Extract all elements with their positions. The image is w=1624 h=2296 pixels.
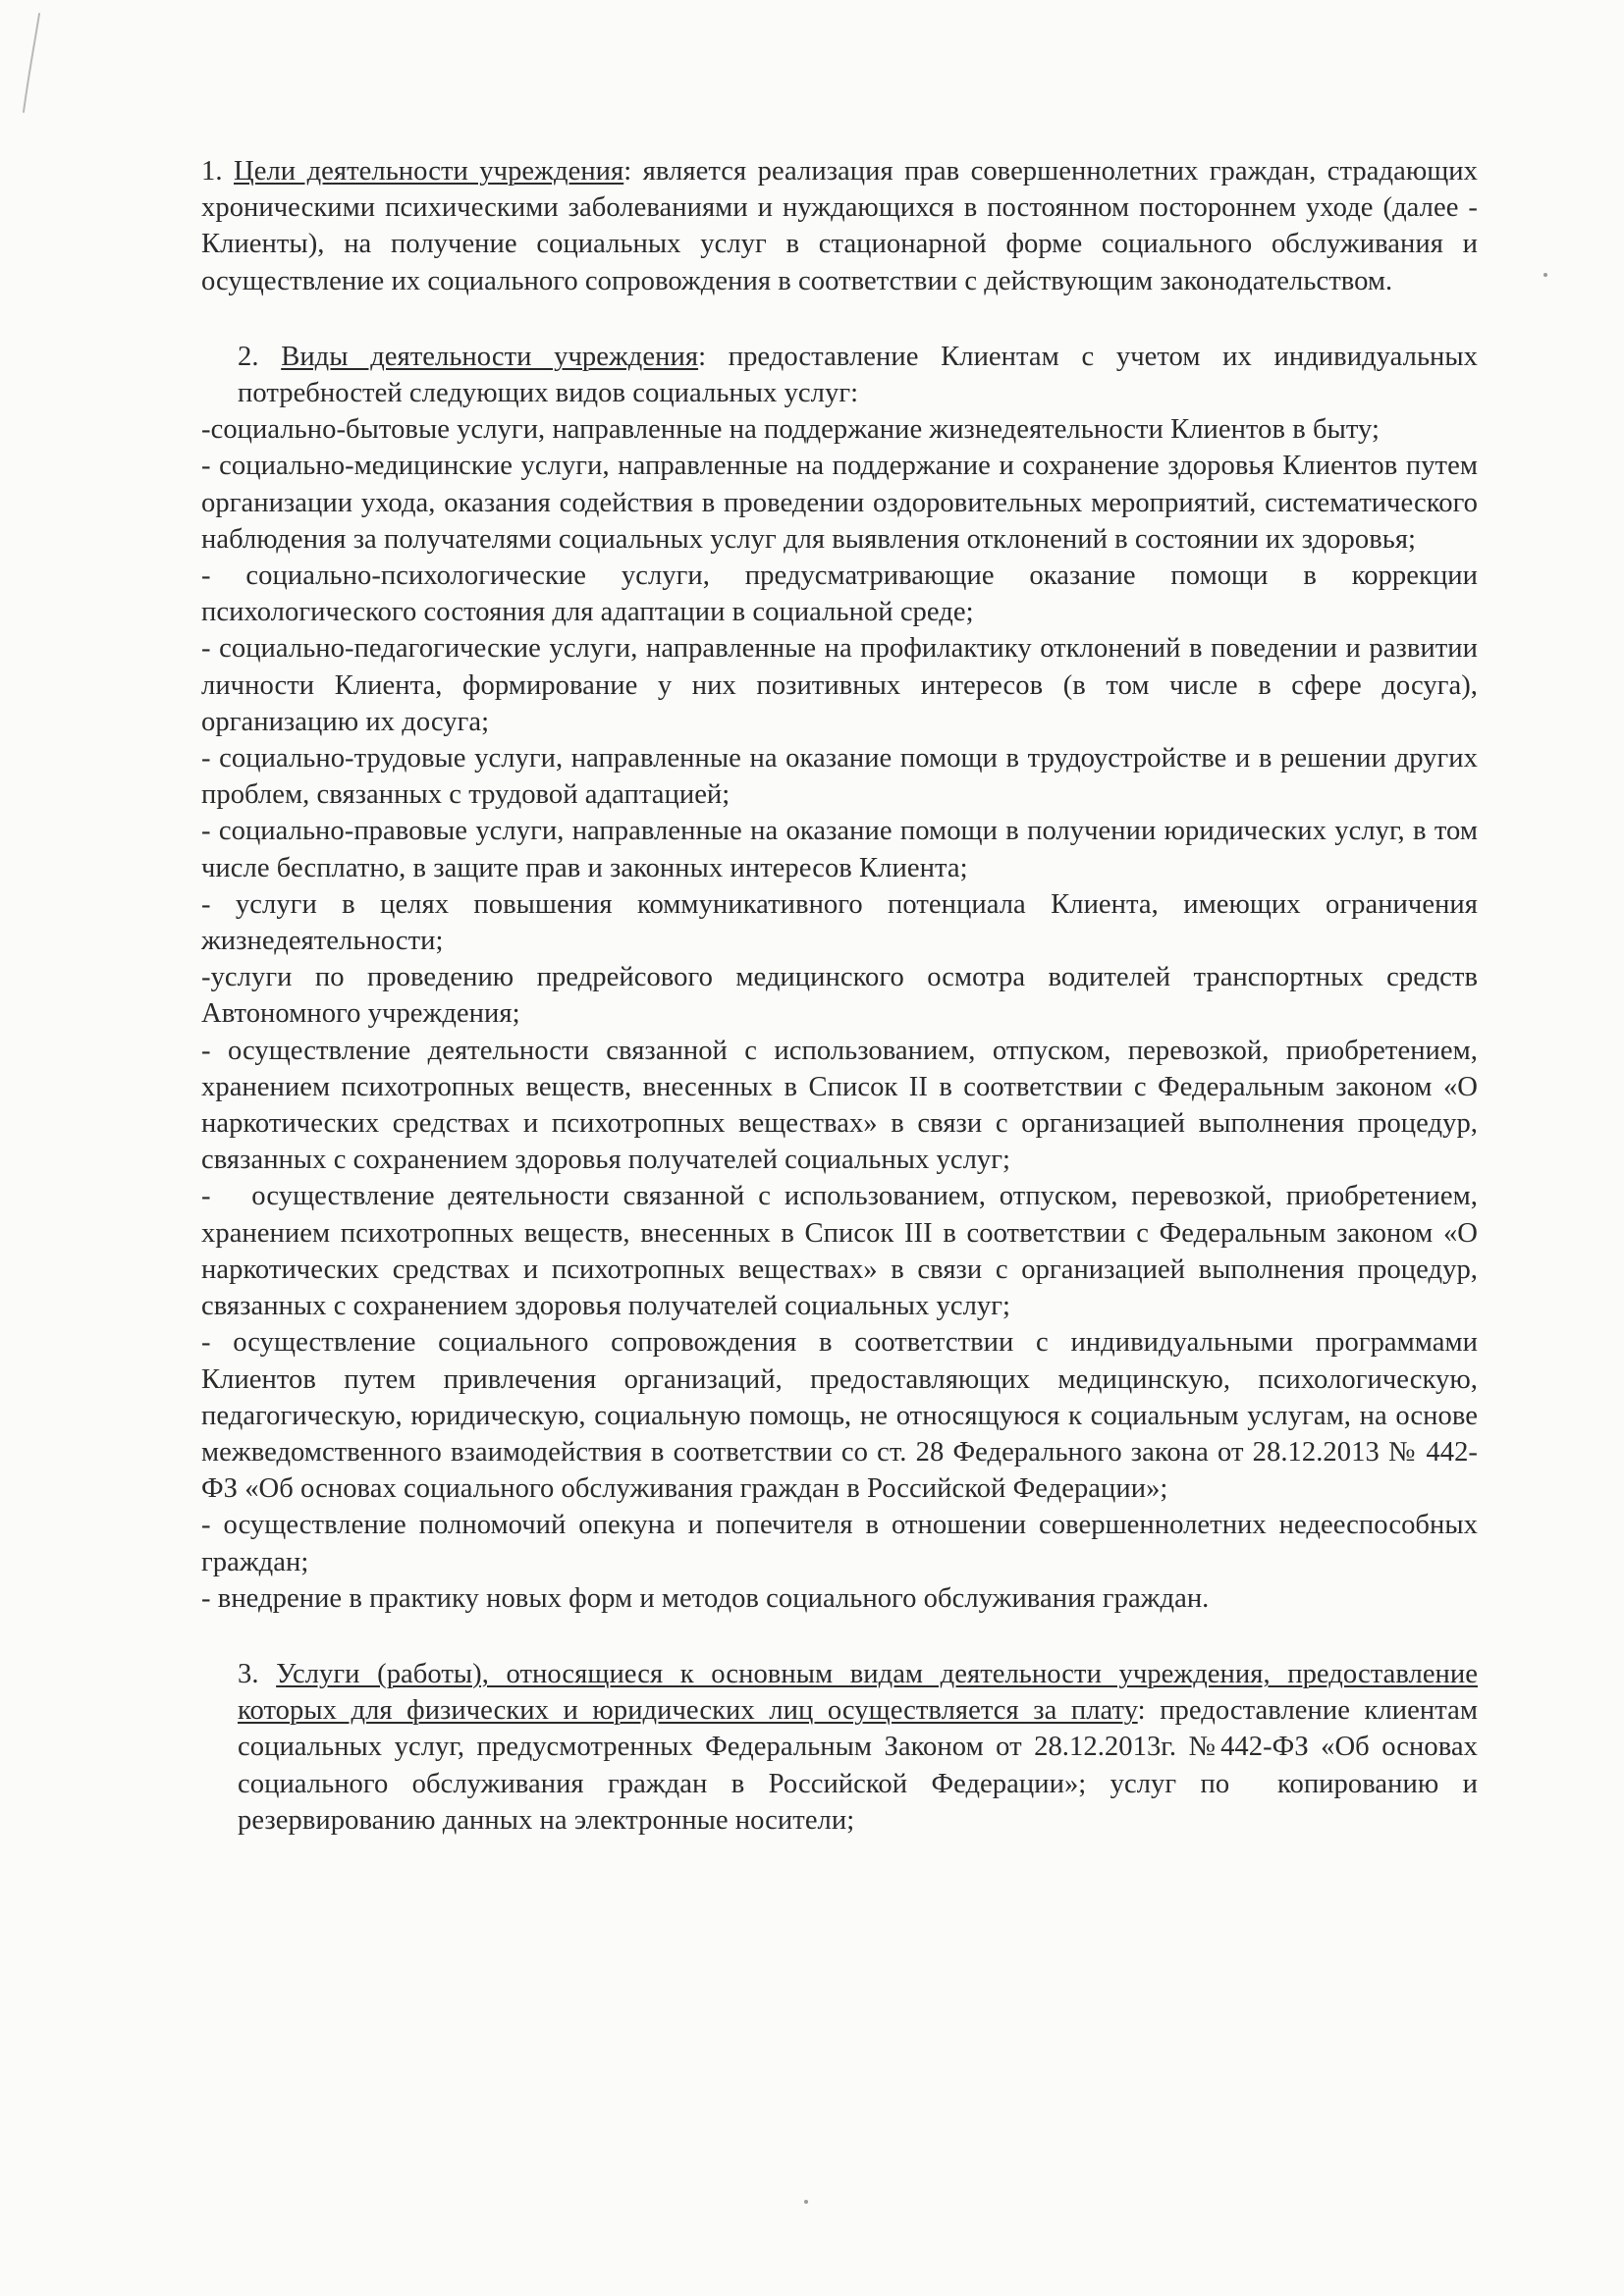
list-item: - осуществление полномочий опекуна и попечителя в отношении совершеннолетних недееспособных граждан; (201, 1510, 1478, 1577)
section-number: 1. (201, 156, 223, 187)
section-number: 3. (238, 1658, 259, 1689)
list-item: - внедрение в практику новых форм и методов социального обслуживания граждан. (201, 1582, 1210, 1614)
section-text: : предоставление Клиентам с учетом их индивидуальных потребностей следующих видов социальных услуг: (238, 341, 1478, 409)
section-3 (201, 1656, 1486, 1839)
scan-artifact-dot (1543, 273, 1547, 277)
list-item: - осуществление деятельности связанной с использованием, отпуском, перевозкой, приобретением, хранением психотропных веществ, внесенных в Список III в соответствии с Федеральным законом «О наркотических средствах и психотропных веществах» в связи с организацией выполнения процедур, связанных с сохранением здоровья получателей социальных услуг; (201, 1181, 1486, 1322)
section-heading: Цели деятельности учреждения (234, 156, 624, 187)
section-text: : является реализация прав совершеннолетних граждан, страдающих хроническими психическими заболеваниями и нуждающихся в постоянном постороннем уходе (далее - Клиенты), на получение социальных услуг в стационарной форме социального обслуживания и осуществление их социального сопровождения в соответствии с действующим законодательством. (201, 156, 1479, 296)
section-heading: Виды деятельности учреждения (281, 341, 699, 372)
list-item: - социально-психологические услуги, предусматривающие оказание помощи в коррекции психологического состояния для адаптации в социальной среде; (201, 561, 1478, 628)
document-page (201, 153, 1486, 1839)
scan-artifact-dot (804, 2200, 808, 2204)
list-item: -услуги по проведению предрейсового медицинского осмотра водителей транспортных средств Автономного учреждения; (201, 962, 1478, 1030)
list-item: - услуги в целях повышения коммуникативного потенциала Клиента, имеющих ограничения жизнедеятельности; (201, 888, 1478, 957)
list-item: - социально-педагогические услуги, направленные на профилактику отклонений в поведении и развитии личности Клиента, формирование у них позитивных интересов (в том числе в сфере досуга), организацию их досуга; (201, 633, 1478, 737)
section-text: : предоставление клиентам социальных услуг, предусмотренных Федеральным Законом от 28.12.2013г. №442-ФЗ «Об основах социального обслуживания граждан в Российской Федерации»; услуг по копированию и резервированию данных на электронные носители; (238, 1695, 1486, 1836)
list-item: - осуществление деятельности связанной с использованием, отпуском, перевозкой, приобретением, хранением психотропных веществ, внесенных в Список II в соответствии с Федеральным законом «О наркотических средствах и психотропных веществах» в связи с организацией выполнения процедур, связанных с сохранением здоровья получателей социальных услуг; (201, 1035, 1478, 1176)
list-item: - социально-трудовые услуги, направленные на оказание помощи в трудоустройстве и в решении других проблем, связанных с трудовой адаптацией; (201, 743, 1478, 811)
section-1 (201, 153, 1478, 299)
list-item: - социально-медицинские услуги, направленные на поддержание и сохранение здоровья Клиентов путем организации ухода, оказания содействия в проведении оздоровительных мероприятий, систематического наблюдения за получателями социальных услуг для выявления отклонений в состоянии их здоровья; (201, 451, 1478, 555)
section-heading: Услуги (работы), относящиеся к основным видам деятельности учреждения, предоставление которых для физических и юридических лиц осуществляется за плату (238, 1658, 1479, 1727)
list-item: - осуществление социального сопровождения в соответствии с индивидуальными программами Клиентов путем привлечения организаций, предоставляющих медицинскую, психологическую, педагогическую, юридическую, социальную помощь, не относящуюся к социальным услугам, на основе межведомственного взаимодействия в соответствии со ст. 28 Федерального закона от 28.12.2013 № 442-ФЗ «Об основах социального обслуживания граждан в Российской Федерации»; (201, 1327, 1478, 1505)
section-intro (201, 339, 1478, 411)
scan-artifact-mark (10, 10, 49, 118)
section-2 (201, 339, 1486, 1617)
list-item: -социально-бытовые услуги, направленные на поддержание жизнедеятельности Клиентов в быту; (201, 414, 1380, 446)
list-item: - социально-правовые услуги, направленные на оказание помощи в получении юридических услуг, в том числе бесплатно, в защите прав и законных интересов Клиента; (201, 816, 1478, 883)
section-number: 2. (238, 341, 259, 372)
